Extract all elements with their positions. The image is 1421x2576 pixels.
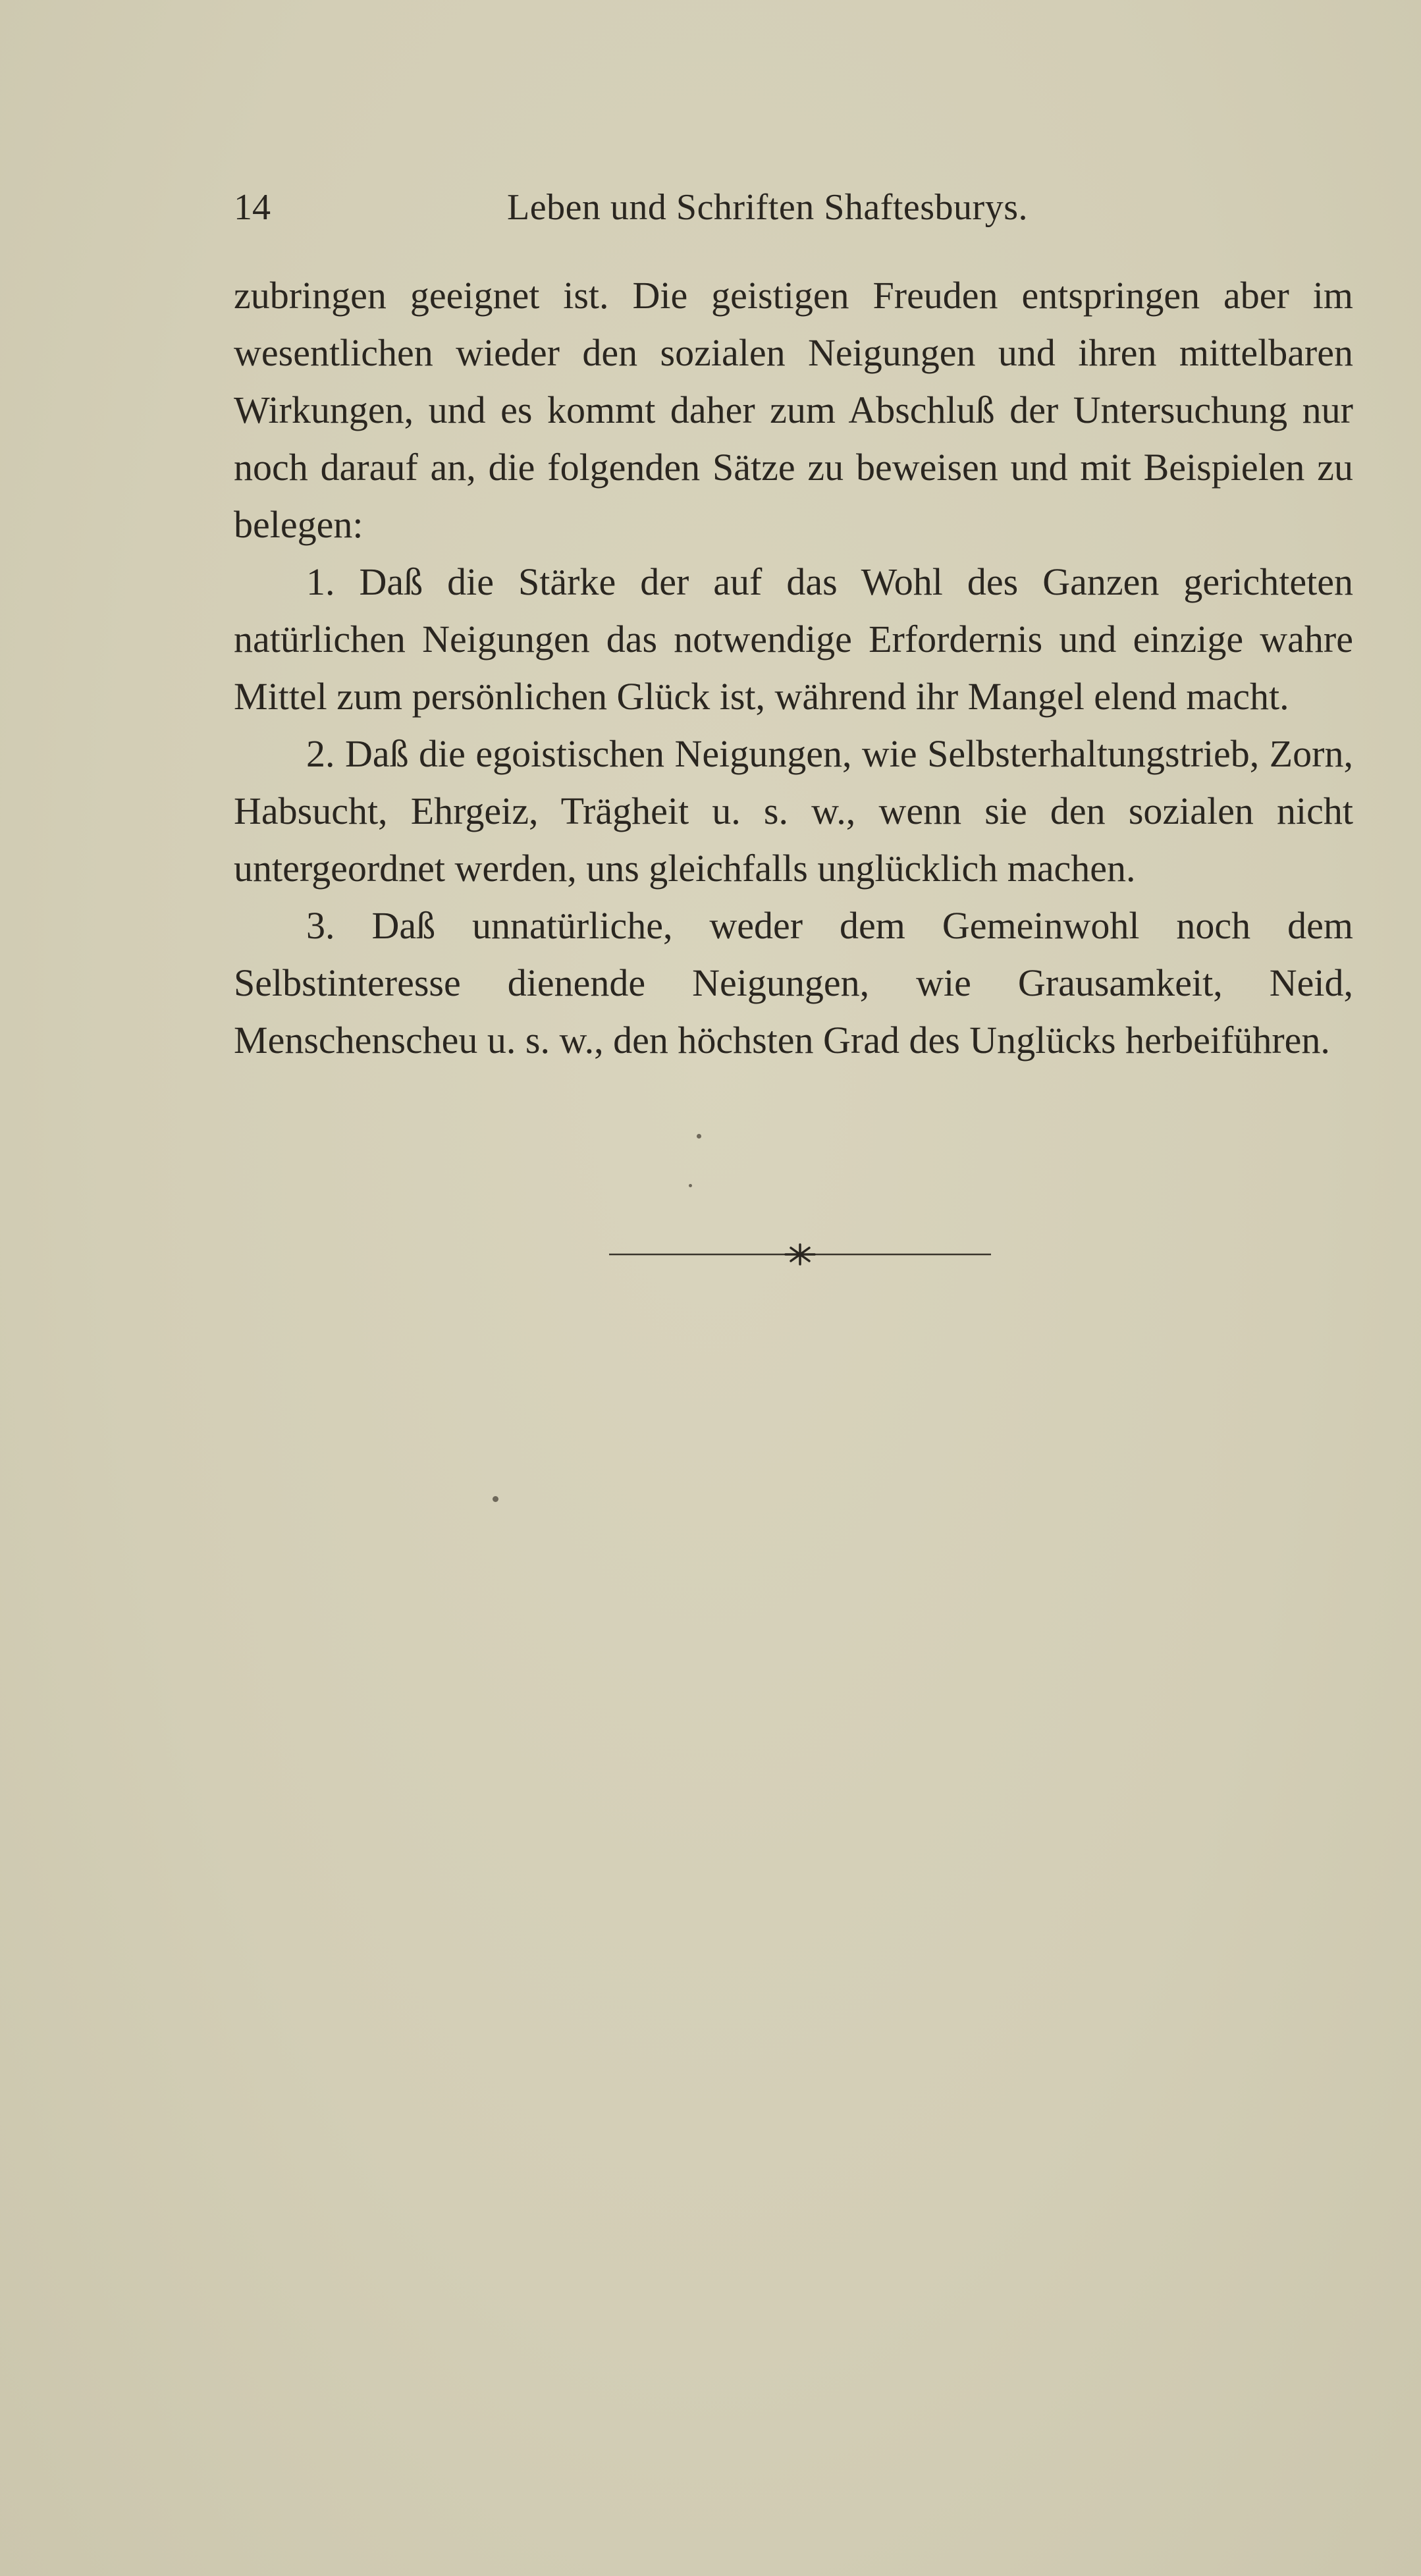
- list-item-3: 3. Daß unnatürliche, weder dem Gemeinwohl noch dem Selbstinteresse dienende Neigungen, wie Grausamkeit, Neid, Menschenscheu u. s. w., den höchsten Grad des Unglücks herbeiführen.: [234, 904, 1353, 1061]
- list-item-2: 2. Daß die egoistischen Neigungen, wie Selbsterhaltungstrieb, Zorn, Habsucht, Ehrgeiz, Trägheit u. s. w., wenn sie den sozialen nicht untergeordnet werden, uns gleichfalls unglücklich machen.: [234, 732, 1353, 890]
- running-title: Leben und Schriften Shaftesburys.: [507, 187, 1028, 228]
- paper-speck: [689, 1184, 692, 1187]
- intro-paragraph: zubringen geeignet ist. Die geistigen Freuden entspringen aber im wesentlichen wieder den sozialen Neigungen und ihren mittelbaren Wirkungen, und es kommt daher zum Abschluß der Untersuchung nur noch darauf an, die folgenden Sätze zu beweisen und mit Beispielen zu belegen:: [234, 274, 1353, 546]
- list-item-1: 1. Daß die Stärke der auf das Wohl des Ganzen gerichteten natürlichen Neigungen das notwendige Erfordernis und einzige wahre Mittel zum persönlichen Glück ist, während ihr Mangel elend macht.: [234, 560, 1353, 718]
- body-text: [234, 267, 1353, 1069]
- asterism-ornament-icon: [609, 1238, 991, 1271]
- paper-speck: [697, 1134, 701, 1139]
- paper-speck: [493, 1496, 498, 1502]
- page-number: 14: [234, 187, 271, 228]
- page-header: [234, 178, 1353, 237]
